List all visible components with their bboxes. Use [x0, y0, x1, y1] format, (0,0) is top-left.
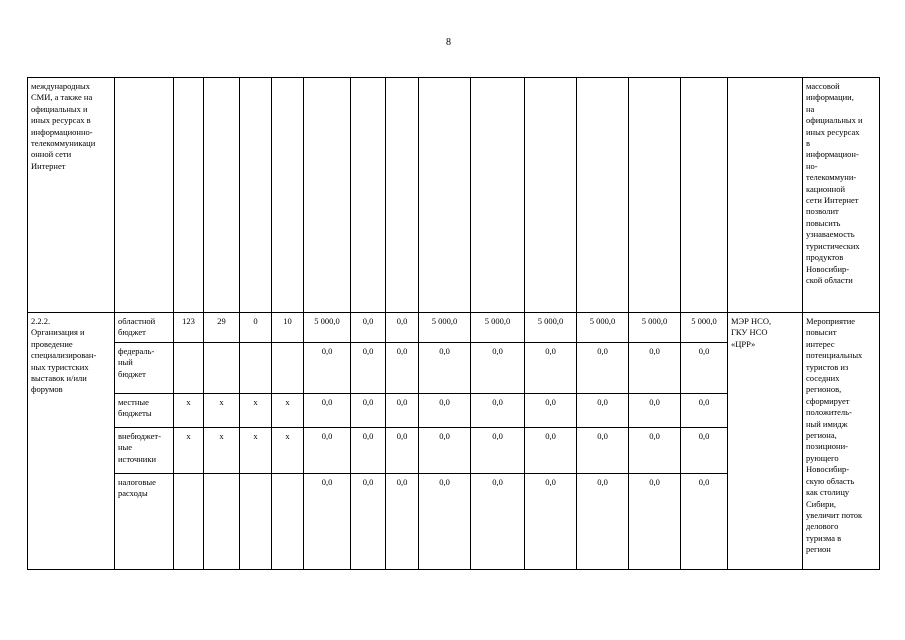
- funding-value: 0,0: [577, 428, 629, 474]
- indicator-value: [204, 343, 240, 394]
- indicator-value: [272, 343, 304, 394]
- funding-value: 0,0: [351, 394, 386, 428]
- funding-source-label: внебюджет- ные источники: [115, 428, 174, 474]
- funding-value: 0,0: [386, 394, 419, 428]
- indicator-value: 0: [240, 313, 272, 343]
- indicator-value: [240, 343, 272, 394]
- indicator-value: x: [272, 394, 304, 428]
- funding-value: 0,0: [471, 343, 525, 394]
- funding-value: 5 000,0: [681, 313, 728, 343]
- funding-value: 0,0: [471, 428, 525, 474]
- funding-source-label: областной бюджет: [115, 313, 174, 343]
- funding-value: 0,0: [525, 394, 577, 428]
- funding-value: 0,0: [577, 474, 629, 570]
- funding-value: 0,0: [386, 428, 419, 474]
- funding-value: 0,0: [419, 343, 471, 394]
- funding-value: 0,0: [471, 474, 525, 570]
- expected-result-cell: Мероприятие повысит интерес потенциальных туристов из соседних регионов, сформирует положитель- ный имидж региона, позициони- рующего Новосибир- скую область как столицу Сибири, увеличит поток делового туризма в регион: [803, 313, 880, 570]
- indicator-value: 29: [204, 313, 240, 343]
- funding-source-label: федераль- ный бюджет: [115, 343, 174, 394]
- funding-value: 0,0: [681, 428, 728, 474]
- indicator-value: [174, 474, 204, 570]
- funding-value: 0,0: [419, 474, 471, 570]
- funding-value: 0,0: [386, 313, 419, 343]
- indicator-value: [204, 474, 240, 570]
- continuation-row: [28, 78, 880, 313]
- funding-value: 5 000,0: [304, 313, 351, 343]
- funding-value: 0,0: [525, 428, 577, 474]
- indicator-value: [272, 474, 304, 570]
- funding-value: 0,0: [351, 343, 386, 394]
- funding-value: 0,0: [304, 474, 351, 570]
- funding-value: 0,0: [577, 394, 629, 428]
- funding-value: 0,0: [419, 394, 471, 428]
- funding-value: 0,0: [386, 474, 419, 570]
- funding-value: 0,0: [419, 428, 471, 474]
- funding-source-label: налоговые расходы: [115, 474, 174, 570]
- indicator-value: x: [204, 394, 240, 428]
- funding-value: 0,0: [304, 394, 351, 428]
- funding-value: 0,0: [681, 474, 728, 570]
- continuation-result-cell: массовой информации, на официальных и иных ресурсах в информацион- но- телекоммуни- кационной сети Интернет позволит повысить узнаваемость туристических продуктов Новосибир- ской области: [803, 78, 880, 313]
- indicator-value: x: [174, 428, 204, 474]
- funding-value: 5 000,0: [629, 313, 681, 343]
- funding-value: 0,0: [629, 428, 681, 474]
- funding-value: 5 000,0: [419, 313, 471, 343]
- indicator-value: x: [240, 394, 272, 428]
- funding-source-label: местные бюджеты: [115, 394, 174, 428]
- funding-value: 0,0: [304, 343, 351, 394]
- funding-value: 0,0: [386, 343, 419, 394]
- continuation-name-cell: международных СМИ, а также на официальных и иных ресурсах в информационно- телекоммуникаци онной сети Интернет: [28, 78, 115, 313]
- funding-value: 0,0: [629, 394, 681, 428]
- funding-value: 0,0: [681, 394, 728, 428]
- funding-value: 5 000,0: [525, 313, 577, 343]
- funding-value: 0,0: [525, 343, 577, 394]
- indicator-value: x: [272, 428, 304, 474]
- indicator-value: x: [240, 428, 272, 474]
- funding-value: 0,0: [525, 474, 577, 570]
- executor-cell: МЭР НСО, ГКУ НСО «ЦРР»: [728, 313, 803, 570]
- funding-value: 5 000,0: [577, 313, 629, 343]
- funding-value: 0,0: [351, 428, 386, 474]
- funding-row-regional: [28, 313, 880, 343]
- funding-value: 0,0: [681, 343, 728, 394]
- indicator-value: x: [174, 394, 204, 428]
- funding-value: 0,0: [351, 313, 386, 343]
- page-number: 8: [446, 37, 451, 48]
- funding-value: 0,0: [577, 343, 629, 394]
- program-table: [27, 77, 880, 570]
- funding-value: 0,0: [471, 394, 525, 428]
- indicator-value: 123: [174, 313, 204, 343]
- funding-value: 0,0: [304, 428, 351, 474]
- indicator-value: [240, 474, 272, 570]
- funding-value: 5 000,0: [471, 313, 525, 343]
- measure-name-cell: 2.2.2. Организация и проведение специализирован- ных туристских выставок и/или форумов: [28, 313, 115, 570]
- funding-value: 0,0: [629, 474, 681, 570]
- funding-value: 0,0: [351, 474, 386, 570]
- indicator-value: 10: [272, 313, 304, 343]
- funding-value: 0,0: [629, 343, 681, 394]
- indicator-value: [174, 343, 204, 394]
- indicator-value: x: [204, 428, 240, 474]
